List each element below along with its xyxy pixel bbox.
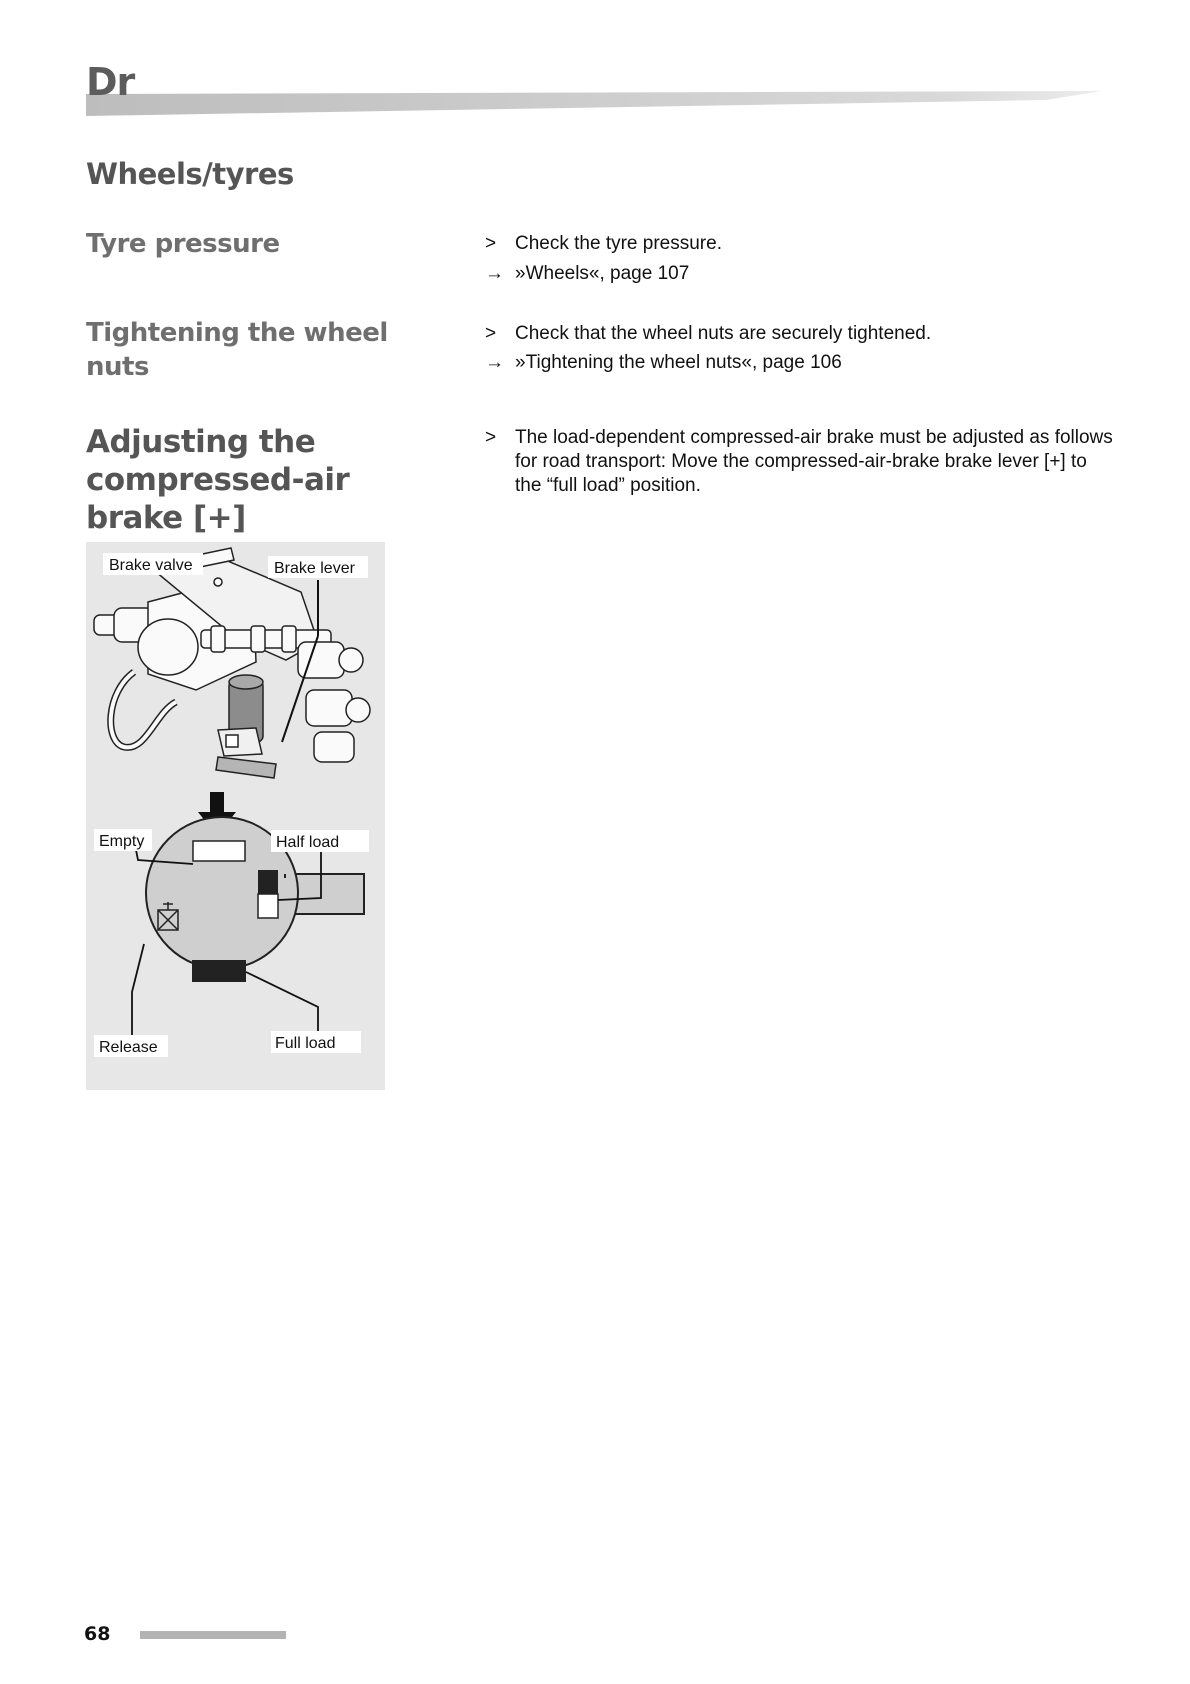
arrow-right-icon: → bbox=[485, 352, 504, 373]
brake-figure bbox=[86, 542, 385, 1090]
section-title: Wheels/tyres bbox=[86, 157, 294, 191]
arrow-right-icon: → bbox=[485, 263, 504, 284]
label-release: Release bbox=[99, 1039, 158, 1056]
page-number: 68 bbox=[84, 1623, 111, 1645]
label-empty: Empty bbox=[99, 833, 145, 850]
cross-reference-link[interactable]: »Wheels«, page 107 bbox=[515, 263, 690, 284]
chapter-code: Dr bbox=[86, 60, 135, 104]
half-load-marker-dark bbox=[258, 870, 278, 894]
label-full-load: Full load bbox=[275, 1035, 336, 1052]
header-bar bbox=[86, 86, 1102, 122]
label-brake-valve: Brake valve bbox=[109, 557, 193, 574]
brake-heading: Adjusting the compressed-air brake [+] bbox=[86, 424, 350, 536]
half-load-marker-light bbox=[258, 894, 278, 918]
step-marker: > bbox=[485, 233, 497, 254]
tyre-pressure-heading: Tyre pressure bbox=[86, 229, 280, 259]
step-marker: > bbox=[485, 323, 497, 344]
empty-marker bbox=[193, 841, 245, 861]
full-load-marker bbox=[192, 960, 246, 982]
cross-reference-link[interactable]: »Tightening the wheel nuts«, page 106 bbox=[515, 352, 842, 373]
step-text: The load-dependent compressed-air brake must be adjusted as follows for road transport: Move the compressed-air-brake brake lever [+] to the “full load” position. bbox=[515, 427, 1113, 496]
step-text: Check that the wheel nuts are securely tightened. bbox=[515, 323, 932, 344]
wheel-nuts-heading: Tightening the wheel nuts bbox=[86, 318, 388, 382]
label-brake-lever: Brake lever bbox=[274, 560, 355, 577]
footer-bar bbox=[140, 1631, 286, 1639]
step-text: Check the tyre pressure. bbox=[515, 233, 722, 254]
label-half-load: Half load bbox=[276, 834, 340, 851]
step-marker: > bbox=[485, 427, 497, 448]
